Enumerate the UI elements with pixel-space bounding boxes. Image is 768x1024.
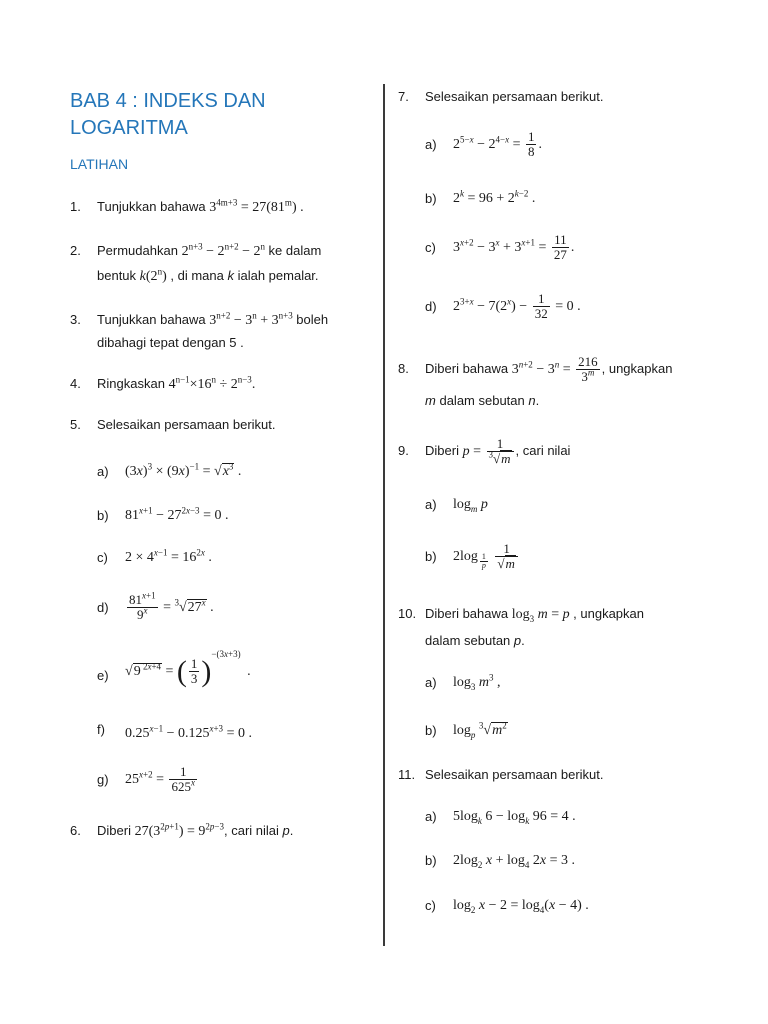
question-number: 3. xyxy=(70,312,81,327)
math-expression: $25^{x+2}$ = $\frac{1}{625^x}$ xyxy=(125,764,195,795)
part-label: c) xyxy=(97,550,108,565)
question-2-text: Permudahkan xyxy=(97,243,178,258)
part-label: a) xyxy=(425,137,437,152)
question-text xyxy=(97,242,321,261)
part-label: g) xyxy=(97,772,109,787)
math-expression: 2log $_{\frac{1}{p}}$ $\frac{1}{√m}$ xyxy=(453,540,520,574)
q10-line2b: p xyxy=(513,633,522,648)
math-expression: $27(3^{2p+1}) = 9^{2p-3}$ xyxy=(134,821,224,839)
question-number: 6. xyxy=(70,823,81,838)
page-title: BAB 4 : INDEKS DAN LOGARITMA xyxy=(70,90,266,139)
question-8-text: Diberi bahawa xyxy=(425,361,509,376)
math-expression: $2^{5-x} - 2^{4-x}$ = $\frac{1}{8}$ . xyxy=(453,129,542,160)
q10-line2c: . xyxy=(521,633,525,648)
math-expression: $2^{3+x} - 7(2^x)$ − $\frac{1}{32}$ = 0 . xyxy=(453,291,581,322)
part-label: d) xyxy=(425,299,437,314)
math-expression: $3^{n+2} - 3^n$ = $\frac{216}{3^m}$ xyxy=(511,354,598,385)
math-expression: p = $\frac{1}{^3√m}$ xyxy=(463,444,516,459)
section-heading: LATIHAN xyxy=(70,156,129,172)
question-number: 2. xyxy=(70,243,81,258)
question-6-end: . xyxy=(289,823,294,838)
question-text xyxy=(425,432,570,471)
question-number: 4. xyxy=(70,376,81,391)
math-expression: $2\log_2$ $x + \log_4 2x = 3$ . xyxy=(453,853,576,870)
math-expression: $0.25^{x-1} - 0.125^{x+3} = 0$ . xyxy=(125,723,252,741)
math-expression: $\log_3 m = p$ xyxy=(511,607,570,624)
question-number: 1. xyxy=(70,199,81,214)
question-1-text: Tunjukkan bahawa xyxy=(97,199,206,214)
part-label: c) xyxy=(425,898,436,913)
part-label: b) xyxy=(425,723,437,738)
math-expression: $3^{x+2} - 3^x + 3^{x+1}$ = $\frac{11}{27}$ . xyxy=(453,232,575,263)
question-number: 10. xyxy=(398,606,417,621)
math-expression: $\frac{81^{x+1}}{9^x}$ = $^3√27^x$ . xyxy=(129,590,214,623)
part-label: e) xyxy=(97,668,109,683)
question-3-text: Tunjukkan bahawa xyxy=(97,312,206,327)
q2-line2a: bentuk xyxy=(97,268,137,283)
question-2-text2: ke dalam xyxy=(268,243,322,258)
q8-line2b: dalam sebutan xyxy=(439,393,525,408)
question-6-text2: , cari nilai xyxy=(223,823,279,838)
question-10-text: Diberi bahawa xyxy=(425,606,509,621)
question-text xyxy=(97,311,328,330)
question-8-line2 xyxy=(425,392,539,410)
fraction: $\frac{81^{x+1}}{9^x}$ xyxy=(129,590,156,623)
q10-line2a: dalam sebutan xyxy=(425,633,511,648)
question-5-text: Selesaikan persamaan berikut. xyxy=(97,417,276,432)
part-label: b) xyxy=(425,191,437,206)
q2-line2d: ialah pemalar. xyxy=(237,268,319,283)
part-label: a) xyxy=(425,809,437,824)
math-expression: $\log_3 m^3$ , xyxy=(453,672,501,692)
q2-line2b: , di mana xyxy=(170,268,224,283)
math-expression: $2^{n+3} - 2^{n+2} - 2^n$ xyxy=(181,241,266,259)
question-number: 8. xyxy=(398,361,409,376)
q2-line2c: k xyxy=(227,268,234,283)
question-text xyxy=(425,350,672,389)
math-expression: $3^{n+2} - 3^n + 3^{n+3}$ xyxy=(209,310,293,328)
question-3-line2: dibahagi tepat dengan 5 . xyxy=(97,335,244,350)
part-label: b) xyxy=(97,508,109,523)
question-text xyxy=(97,198,304,217)
question-8-text2: , ungkapkan xyxy=(601,361,673,376)
math-expression: $2^k = 96 + 2^{k-2}$ . xyxy=(453,188,536,206)
math-expression: $2 \times 4^{x-1} = 16^{2x}$ . xyxy=(125,547,212,565)
math-expression: √9 $^{2x+4}$ = ( $\frac{1}{3}$ )$^{-(3x+3)}$ . xyxy=(125,649,251,688)
part-label: d) xyxy=(97,600,109,615)
question-number: 9. xyxy=(398,443,409,458)
question-9-text: Diberi xyxy=(425,443,459,458)
question-2-line2 xyxy=(97,267,319,286)
math-expression: $\log_m p$ xyxy=(453,497,488,514)
question-number: 5. xyxy=(70,417,81,432)
math-expression: $\log_p ^3√m^2$ xyxy=(453,720,507,740)
math-expression: $\log_2 x - 2 = \log_4(x - 4)$ . xyxy=(453,898,589,915)
question-number: 7. xyxy=(398,89,409,104)
q8-line2d: . xyxy=(535,393,540,408)
question-9-text2: , cari nilai xyxy=(515,443,571,458)
column-divider xyxy=(383,84,385,946)
math-expression: $4^{n-1}\times 16^n \div 2^{n-3}$. xyxy=(168,374,256,392)
math-expression: $81^{x+1} - 27^{2x-3} = 0$ . xyxy=(125,505,229,523)
question-4-text: Ringkaskan xyxy=(97,376,165,391)
question-11-text: Selesaikan persamaan berikut. xyxy=(425,767,604,782)
part-label: b) xyxy=(425,853,437,868)
part-label: a) xyxy=(425,497,437,512)
q8-line2c: n xyxy=(528,393,536,408)
part-label: a) xyxy=(425,675,437,690)
q8-line2a: m xyxy=(425,393,436,408)
part-label: b) xyxy=(425,549,437,564)
part-label: c) xyxy=(425,240,436,255)
question-3-text2: boleh xyxy=(296,312,329,327)
question-text xyxy=(425,605,644,624)
math-expression: $5\log_k$ $6 - \log_k 96 = 4$ . xyxy=(453,809,576,826)
part-label: a) xyxy=(97,464,109,479)
part-label: f) xyxy=(97,722,105,737)
question-text xyxy=(97,375,255,394)
math-expression: k(2$^n$) xyxy=(139,266,167,284)
question-text xyxy=(97,822,293,841)
question-7-text: Selesaikan persamaan berikut. xyxy=(425,89,604,104)
question-10-text2: , ungkapkan xyxy=(573,606,644,621)
question-10-line2 xyxy=(425,632,525,650)
question-6-text: Diberi xyxy=(97,823,131,838)
question-number: 11. xyxy=(398,767,416,782)
math-expression: $3^{4m+3} = 27(81^m)$ . xyxy=(209,197,304,215)
question-6-var: p xyxy=(282,823,290,838)
math-expression: $(3x)^3 \times (9x)^{-1} = √x^3$ . xyxy=(125,461,242,479)
